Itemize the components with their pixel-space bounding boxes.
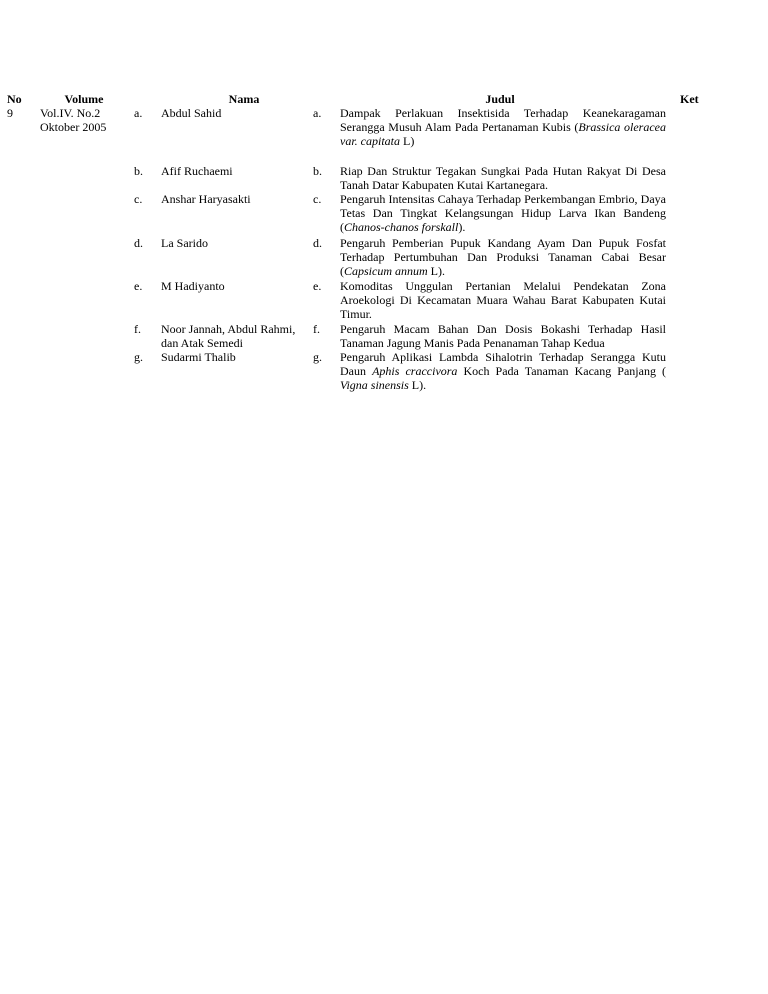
title-text: Pengaruh Intensitas Cahaya Terhadap Perkembangan Embrio, Daya Tetas Dan Tingkat Kelangsungan Hidup Larva Ikan Bandeng (: [340, 192, 666, 234]
species-name: Chanos-chanos forskall: [344, 220, 459, 234]
title-text: L): [400, 134, 415, 148]
header-no: No: [7, 92, 22, 106]
row-volume: [40, 106, 120, 134]
title-text: L).: [427, 264, 445, 278]
author-name: Afif Ruchaemi: [161, 164, 233, 178]
entry-letter: g.: [134, 350, 143, 364]
author-name: Noor Jannah, Abdul Rahmi, dan Atak Semedi: [161, 322, 296, 350]
entry-letter: a.: [134, 106, 143, 120]
title-text: L).: [408, 378, 427, 392]
title-letter: f.: [313, 322, 320, 336]
entry-letter: c.: [134, 192, 143, 206]
author-name: Sudarmi Thalib: [161, 350, 236, 364]
title-letter: a.: [313, 106, 322, 120]
article-title: [340, 236, 666, 278]
article-title: [340, 350, 666, 392]
article-title: [340, 279, 666, 321]
volume-date: Oktober 2005: [40, 120, 107, 134]
entry-letter: d.: [134, 236, 143, 250]
entry-letter: f.: [134, 322, 141, 336]
author-name: La Sarido: [161, 236, 208, 250]
title-text: Riap Dan Struktur Tegakan Sungkai Pada Hutan Rakyat Di Desa Tanah Datar Kabupaten Kutai Kartanegara.: [340, 164, 666, 192]
title-text: Komoditas Unggulan Pertanian Melalui Pendekatan Zona Aroekologi Di Kecamatan Muara Wahau Barat Kabupaten Kutai Timur.: [340, 279, 666, 321]
title-letter: g.: [313, 350, 322, 364]
header-judul: Judul: [485, 92, 515, 106]
header-ket: Ket: [680, 92, 699, 106]
title-text: Pengaruh Macam Bahan Dan Dosis Bokashi Terhadap Hasil Tanaman Jagung Manis Pada Penanaman Tahap Kedua: [340, 322, 666, 350]
title-text: ).: [458, 220, 466, 234]
species-name: Vigna sinensis: [340, 378, 409, 392]
title-text: Dampak Perlakuan Insektisida Terhadap Keanekaragaman Serangga Musuh Alam Pada Pertanaman Kubis (: [340, 106, 666, 134]
article-title: [340, 106, 666, 148]
row-number: 9: [7, 106, 13, 120]
header-nama: Nama: [228, 92, 260, 106]
title-text: Pengaruh Pemberian Pupuk Kandang Ayam Dan Pupuk Fosfat Terhadap Pertumbuhan Dan Produksi Tanaman Cabai Besar (: [340, 236, 666, 278]
entry-letter: e.: [134, 279, 143, 293]
species-name: Aphis craccivora: [372, 364, 458, 378]
entry-letter: b.: [134, 164, 143, 178]
article-title: [340, 164, 666, 192]
article-title: [340, 192, 666, 234]
title-letter: b.: [313, 164, 322, 178]
volume-issue: Vol.IV. No.2: [40, 106, 101, 120]
species-name: Brassica oleracea var. capitata: [340, 120, 667, 148]
header-volume: Volume: [64, 92, 104, 106]
title-letter: d.: [313, 236, 322, 250]
author-name: Anshar Haryasakti: [161, 192, 251, 206]
title-letter: e.: [313, 279, 322, 293]
author-name: M Hadiyanto: [161, 279, 225, 293]
author-name: Abdul Sahid: [161, 106, 222, 120]
article-title: [340, 322, 666, 350]
title-letter: c.: [313, 192, 322, 206]
species-name: Capsicum annum: [344, 264, 428, 278]
title-text: Pengaruh Aplikasi Lambda Sihalotrin Terhadap Serangga Kutu Daun: [340, 350, 666, 378]
title-text: Koch Pada Tanaman Kacang Panjang (: [457, 364, 666, 378]
